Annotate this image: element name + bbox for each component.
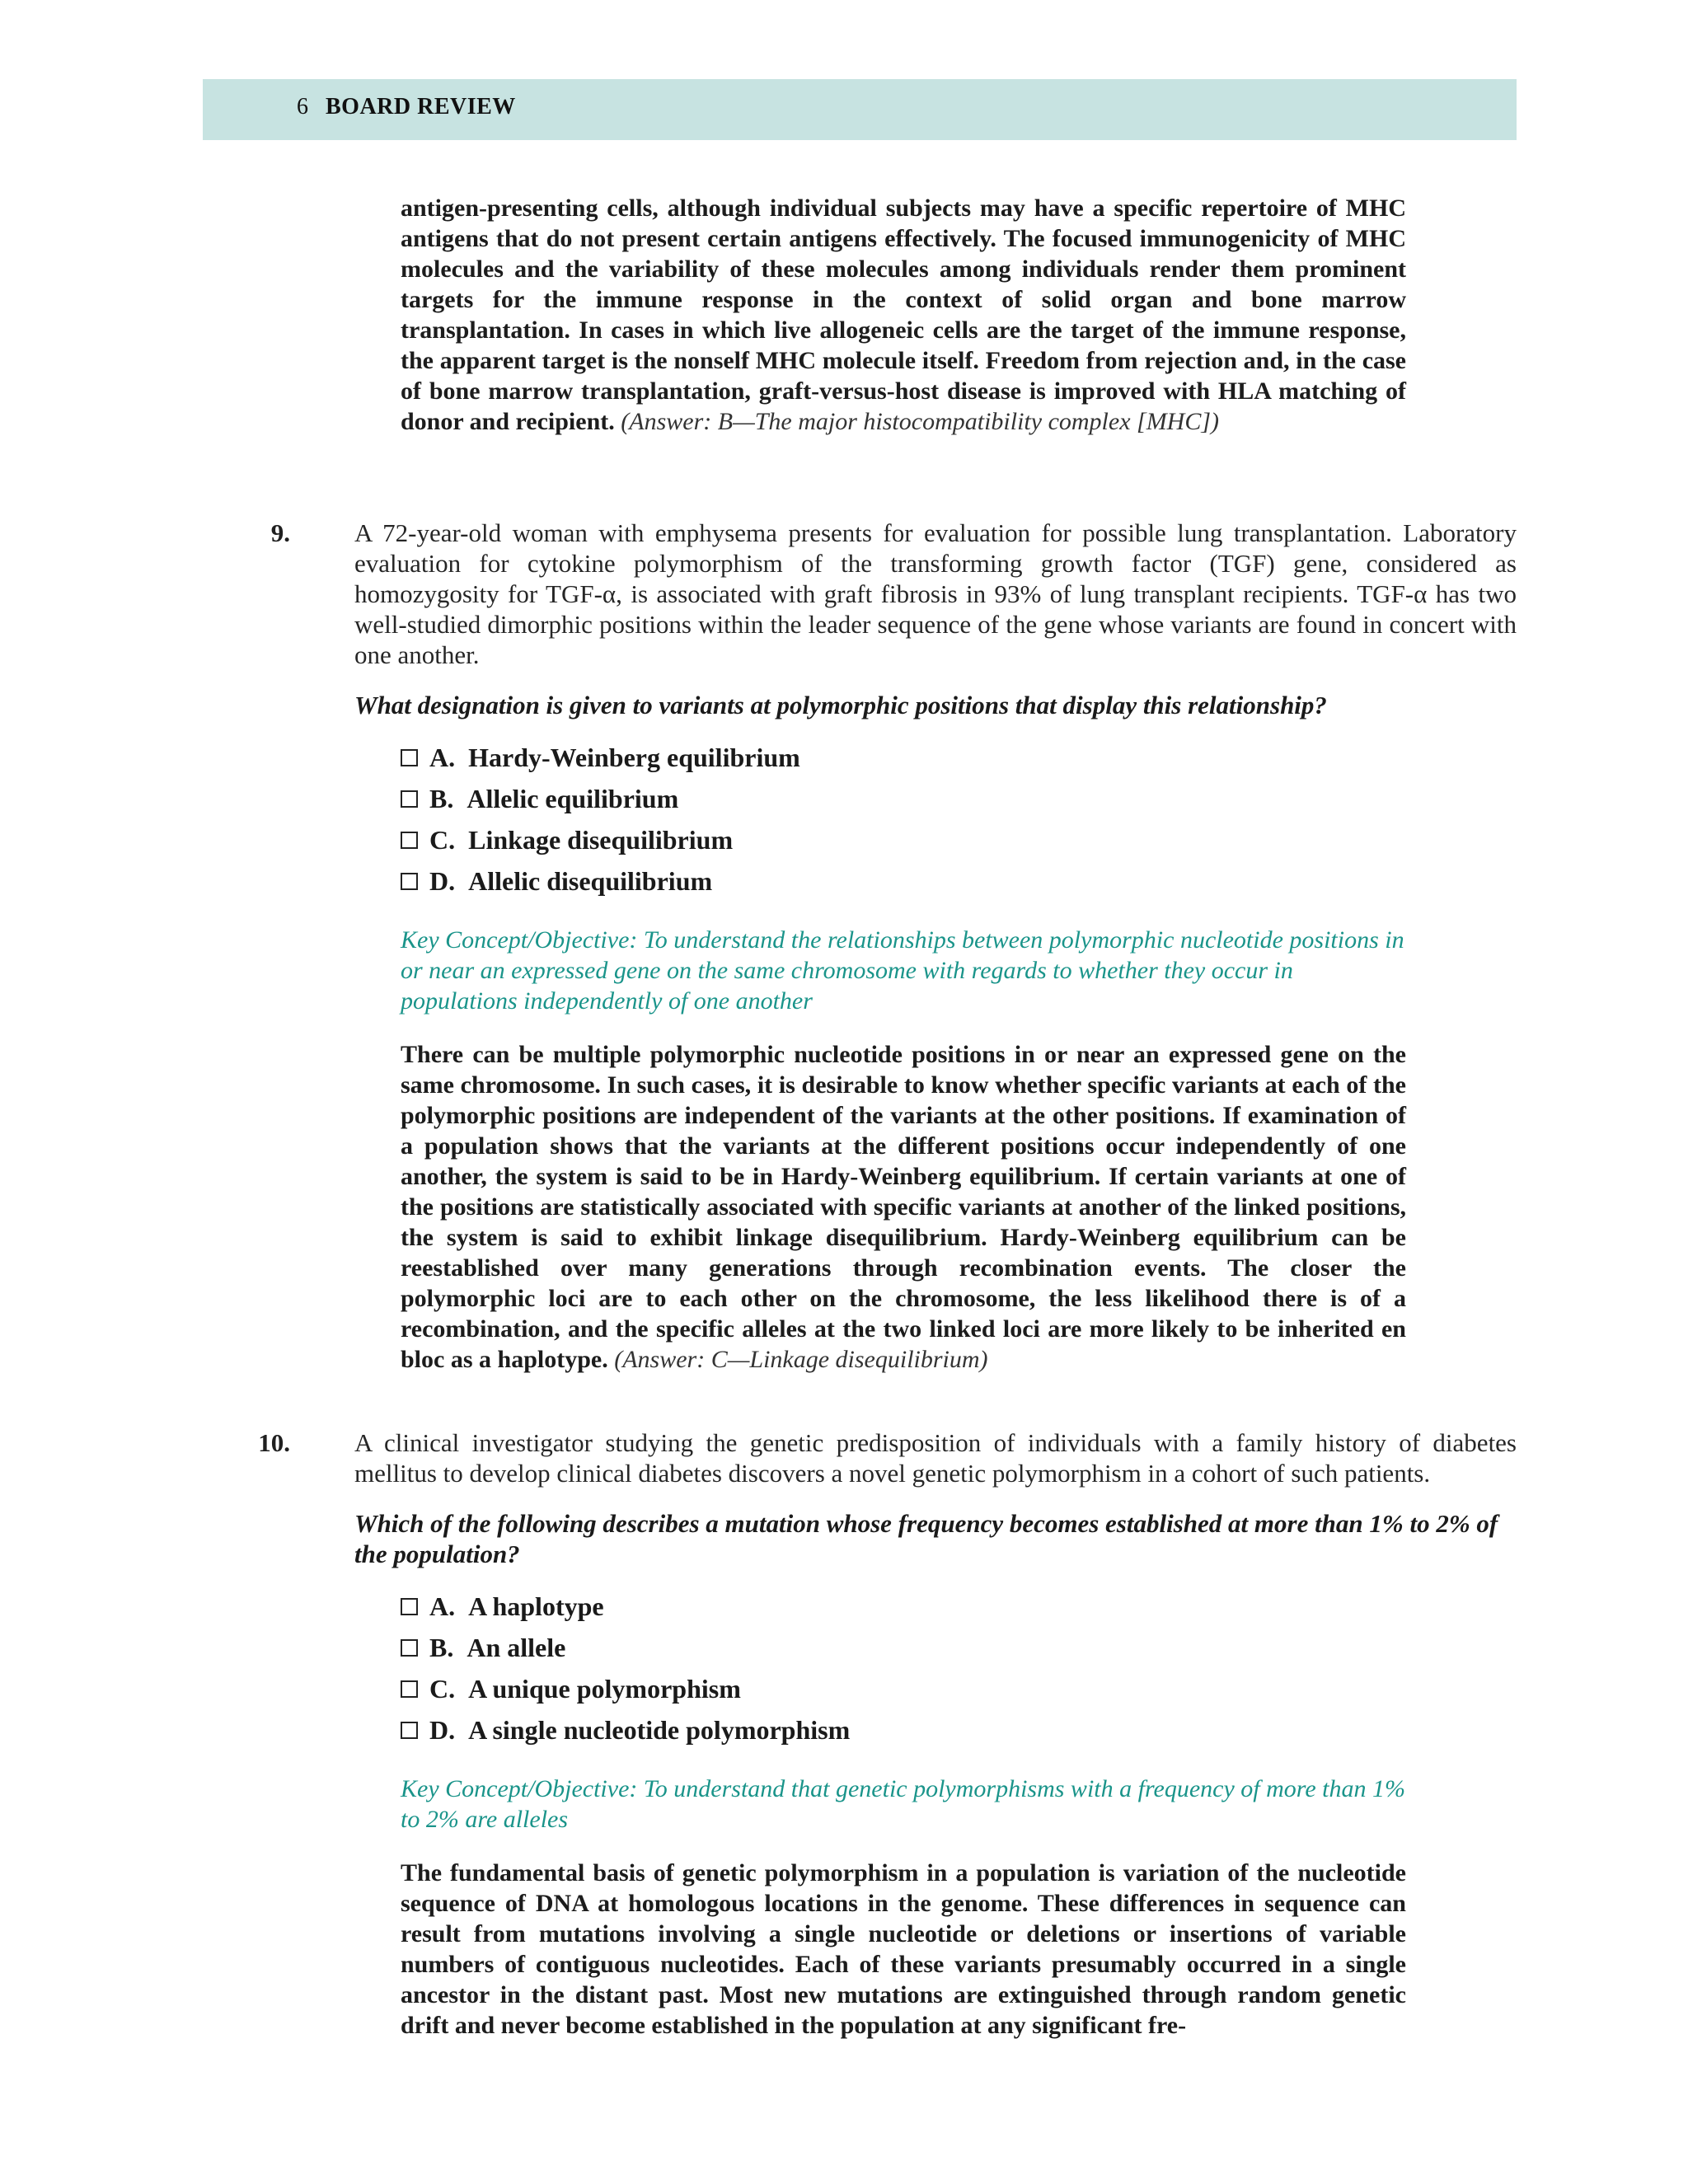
- option-text: Linkage disequilibrium: [468, 825, 734, 855]
- question-10: [258, 1427, 1517, 2041]
- key-concept: Key Concept/Objective: To understand that genetic polymorphisms with a frequency of more than 1% to 2% are alleles: [401, 1775, 1405, 1833]
- previous-explanation-text: antigen-presenting cells, although individual subjects may have a specific repertoire of MHC antigens that do not present certain antigens effectively. The focused immunogenicity of MHC molecules and the variability of these molecules among individuals render them prominent targets for the immune response in the context of solid organ and bone marrow transplantation. In cases in which live allogeneic cells are the target of the immune response, the apparent target is the nonself MHC molecule itself. Freedom from rejection and, in the case of bone marrow transplantation, graft-versus-host disease is improved with HLA matching of donor and recipient.: [401, 194, 1406, 435]
- option-letter: B.: [429, 1633, 454, 1662]
- question-prompt: What designation is given to variants at polymorphic positions that display this relationship?: [354, 691, 1327, 719]
- question-number: 9.: [270, 518, 290, 547]
- option-a[interactable]: [401, 1586, 1517, 1627]
- checkbox-icon[interactable]: [401, 832, 418, 849]
- option-text: Allelic equilibrium: [467, 784, 679, 813]
- question-stem: A 72-year-old woman with emphysema presents for evaluation for possible lung transplantation. Laboratory evaluation for cytokine polymorphism of the transforming growth factor (TGF) gene, considered as homozygosity for TGF-α, is associated with graft fibrosis in 93% of lung transplant recipients. TGF-α has two well-studied dimorphic positions within the leader sequence of the gene whose variants are found in concert with one another.: [354, 518, 1517, 669]
- explanation: [401, 1858, 1406, 2041]
- answer-options: [401, 737, 1517, 902]
- question-9: [270, 518, 1517, 1375]
- option-text: Hardy-Weinberg equilibrium: [468, 743, 800, 772]
- checkbox-icon[interactable]: [401, 1598, 418, 1615]
- option-b[interactable]: [401, 778, 1517, 819]
- previous-answer: (Answer: B—The major histocompatibility complex [MHC]): [621, 408, 1220, 435]
- explanation: [401, 1039, 1406, 1375]
- checkbox-icon[interactable]: [401, 749, 418, 766]
- option-d[interactable]: [401, 1709, 1517, 1750]
- option-letter: B.: [429, 784, 454, 813]
- explanation-text: There can be multiple polymorphic nucleotide positions in or near an expressed gene on the same chromosome. In such cases, it is desirable to know whether specific variants at each of the polymorphic positions are independent of the variants at the other positions. If examination of a population shows that the variants at the different positions occur independently of one another, the system is said to be in Hardy-Weinberg equilibrium. If certain variants at one of the positions are statistically associated with specific variants at another of the linked positions, the system is said to exhibit linkage disequilibrium. Hardy-Weinberg equilibrium can be reestablished over many generations through recombination events. The closer the polymorphic loci are to each other on the chromosome, the less likelihood there is of a recombination, and the specific alleles at the two linked loci are more likely to be inherited en bloc as a haplotype.: [401, 1041, 1406, 1373]
- option-b[interactable]: [401, 1627, 1517, 1668]
- option-text: Allelic disequilibrium: [468, 866, 713, 896]
- question-prompt: Which of the following describes a mutation whose frequency becomes established at more than 1% to 2% of the population?: [354, 1509, 1498, 1568]
- previous-explanation: [401, 193, 1406, 437]
- option-text: A single nucleotide polymorphism: [468, 1715, 851, 1745]
- checkbox-icon[interactable]: [401, 790, 418, 808]
- explanation-text: The fundamental basis of genetic polymorphism in a population is variation of the nucleotide sequence of DNA at homologous locations in the genome. These differences in sequence can result from mutations involving a single nucleotide or deletions or insertions of variable numbers of contiguous nucleotides. Each of these variants presumably occurred in a single ancestor in the distant past. Most new mutations are extinguished through random genetic drift and never become established in the population at any significant fre-: [401, 1859, 1406, 2039]
- option-letter: D.: [429, 866, 456, 896]
- option-letter: A.: [429, 743, 456, 772]
- question-stem: A clinical investigator studying the genetic predisposition of individuals with a family history of diabetes mellitus to develop clinical diabetes discovers a novel genetic polymorphism in a cohort of such patients.: [354, 1428, 1517, 1488]
- option-letter: A.: [429, 1591, 456, 1621]
- header-text: [297, 94, 516, 120]
- option-d[interactable]: [401, 860, 1517, 902]
- option-letter: D.: [429, 1715, 456, 1745]
- option-text: An allele: [467, 1633, 566, 1662]
- header-title: BOARD REVIEW: [326, 94, 516, 120]
- option-a[interactable]: [401, 737, 1517, 778]
- running-header: [203, 79, 1517, 140]
- answer: (Answer: C—Linkage disequilibrium): [614, 1346, 988, 1373]
- key-concept: Key Concept/Objective: To understand the relationships between polymorphic nucleotide positions in or near an expressed gene on the same chromosome with regards to whether they occur in populations independently of one another: [401, 926, 1404, 1015]
- question-number: 10.: [258, 1428, 290, 1457]
- checkbox-icon[interactable]: [401, 1639, 418, 1657]
- checkbox-icon[interactable]: [401, 1680, 418, 1698]
- option-letter: C.: [429, 1674, 456, 1704]
- option-letter: C.: [429, 825, 456, 855]
- option-c[interactable]: [401, 819, 1517, 860]
- checkbox-icon[interactable]: [401, 873, 418, 890]
- checkbox-icon[interactable]: [401, 1722, 418, 1739]
- page-number: 6: [297, 94, 308, 120]
- option-text: A haplotype: [468, 1591, 604, 1621]
- option-text: A unique polymorphism: [468, 1674, 741, 1704]
- option-c[interactable]: [401, 1668, 1517, 1709]
- answer-options: [401, 1586, 1517, 1750]
